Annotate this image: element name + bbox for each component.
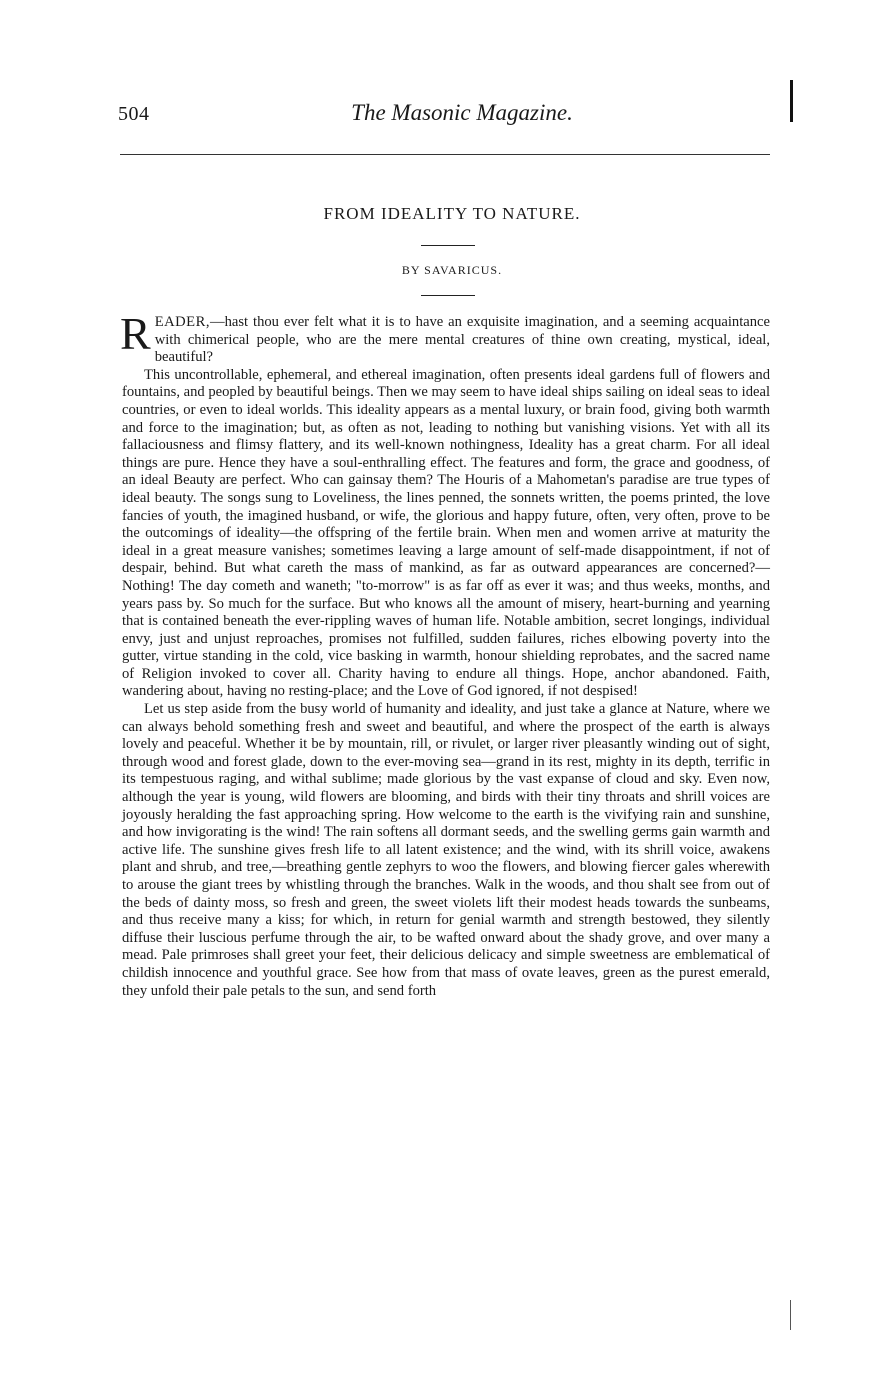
article-body <box>120 308 770 1000</box>
title-rule <box>421 245 475 246</box>
paragraph-3: Let us step aside from the busy world of humanity and ideality, and just take a glance at Nature, where we can always behold something fresh and sweet and beautiful, and where the prospect of the earth is always lovely and peaceful. Whether it be by mountain, rill, or rivulet, or larger river pleasantly winding out of sight, through wood and forest glade, down to the ever-moving sea—grand in its rest, mighty in its depth, terrific in its tempestuous raging, and withal sublime; made glorious by the vast expanse of cloud and sky. Even now, although the year is young, wild flowers are blooming, and birds with their tiny throats and shrill voices are joyously heralding the fast approaching spring. How welcome to the earth is the vivifying rain and sunshine, and how invigorating is the wind! The rain softens all dormant seeds, and the swelling germs gain warmth and active life. The sunshine gives fresh life to all latent existence; and the wind, with its shrill voice, awakens plant and shrub, and tree,—breathing gentle zephyrs to woo the flowers, and blowing fiercer gales wherewith to arouse the giant trees by whistling through the branches. Walk in the woods, and thou shalt see from out of the beds of dainty moss, so fresh and green, the sweet violets lift their modest heads towards the sunbeams, and thus receive many a kiss; for which, in return for genial warmth and strength bestowed, they silently diffuse their luscious perfume through the air, to be wafted onward about the shady grove, and over many a mead. Pale primroses shall greet your feet, their delicious delicacy and simple sweetness are emblematical of childish innocence and youthful grace. See how from that mass of ovate leaves, green as the purest emerald, they unfold their pale petals to the sun, and send forth <box>122 701 770 999</box>
running-head: The Masonic Magazine. <box>351 100 573 125</box>
paragraph-1-text: —hast thou ever felt what it is to have an exquisite imagination, and a seeming acquaintance with chimerical people, who are the mere mental creatures of thine own creating, mystical, ideal, beautiful? <box>154 314 770 366</box>
byline-rule <box>421 295 475 296</box>
margin-mark-lower <box>790 1300 791 1330</box>
paragraph-2: This uncontrollable, ephemeral, and ethereal imagination, often presents ideal gardens full of flowers and fountains, and peopled by beautiful beings. Then we may seem to have ideal ships sailing on ideal seas to ideal countries, or even to ideal worlds. This ideality appears as a mental luxury, or brain food, giving both warmth and force to the imagination; but, as often as not, leading to nothing but vanishing visions. Yet with all its fallaciousness and flimsy flattery, and its well-known nothingness, Ideality has a great charm. For all ideal things are pure. Hence they have a soul-enthralling effect. The features and form, the grace and goodness, of an ideal Beauty are perfect. Who can gainsay them? The Houris of a Mahometan's paradise are true types of ideal beauty. The songs sung to Loveliness, the lines penned, the sonnets written, the poems printed, the love fancies of youth, the imagined husband, or wife, the glorious and happy future, often, very often, prove to be the outcomings of ideality—the offspring of the fertile brain. When men and women arrive at maturity the ideal in a great measure vanishes; sometimes leaving a large amount of self-made disappointment, if not of despair, behind. But what careth the mass of mankind, as far as outward appearances are concerned?—Nothing! The day cometh and waneth; "to-morrow" is as far off as ever it was; and thus weeks, months, and years pass by. So much for the surface. But who knows all the amount of misery, heart-burning and yearning that is contained beneath the ever-rippling waves of human life. Notable ambition, secret longings, individual envy, just and unjust reproaches, promises not fulfilled, sudden failures, riches elbowing poverty into the gutter, virtue standing in the cold, vice basking in warmth, honour shielding reprobates, and the sacred name of Religion invoked to cover all. Charity having to endure all things. Hope, anchor abandoned. Faith, wandering about, having no resting-place; and the Love of God ignored, if not despised! <box>122 366 770 700</box>
first-word: EADER, <box>154 314 210 330</box>
drop-cap: R <box>120 308 151 359</box>
paragraph-1 <box>120 308 770 367</box>
article-title: FROM IDEALITY TO NATURE. <box>323 204 581 223</box>
byline: BY SAVARICUS. <box>401 263 503 277</box>
header-rule <box>120 154 770 155</box>
margin-mark <box>790 80 793 122</box>
page-number: 504 <box>118 103 150 125</box>
